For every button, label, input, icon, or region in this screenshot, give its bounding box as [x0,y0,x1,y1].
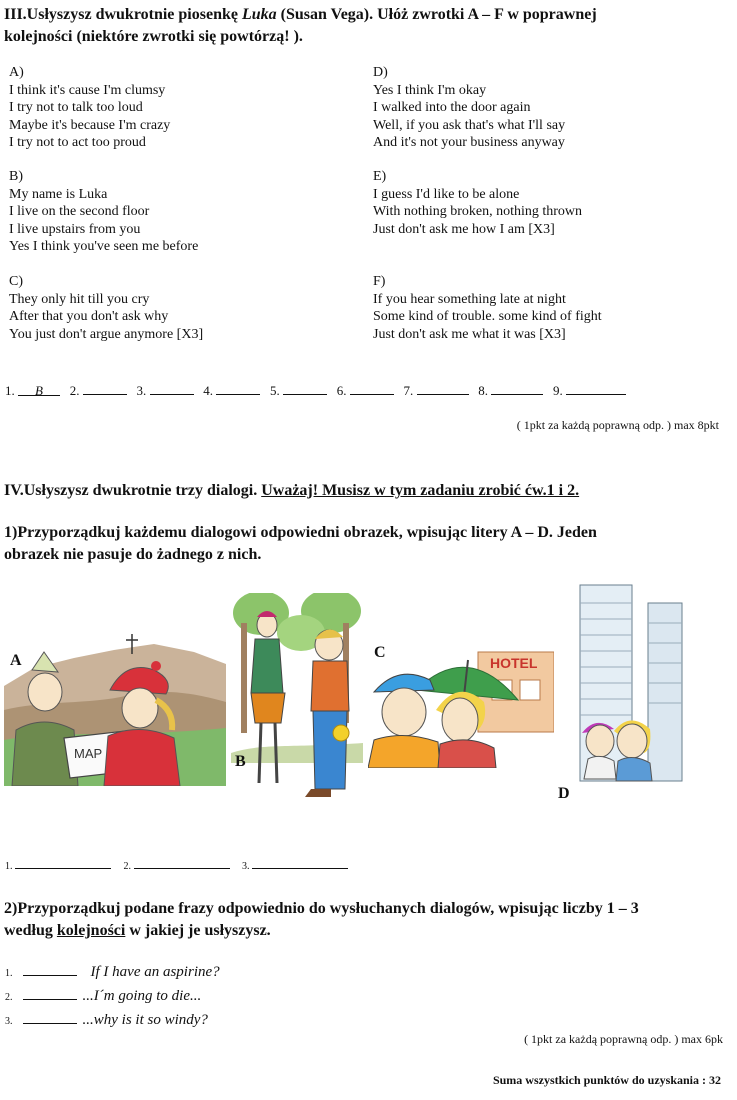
stanza-line: I live upstairs from you [9,221,141,237]
stanza-line: My name is Luka [9,186,108,202]
answer-blank[interactable] [350,382,394,395]
answer-number: 7. [403,383,414,398]
section3-heading [4,4,734,48]
stanza-d [373,64,565,152]
stanza-label: D) [373,65,388,80]
answer-number: 1. [5,861,13,872]
heading-text: (Susan Vega). Ułóż zwrotki A – F w poprawnej [276,6,597,23]
phrase-item [5,987,220,1011]
picture-letter-d: D [558,785,570,802]
points-note: ( 1pkt za każdą poprawną odp. ) max 6pk [524,1032,723,1046]
city-scene-illustration [556,583,686,805]
park-scene-illustration [231,593,363,803]
task1-instruction [4,522,734,566]
picture-b [231,593,363,803]
answer-number: 3. [242,861,250,872]
hotel-scene-illustration [368,640,554,768]
phrase-item [5,963,220,987]
picture-d [556,583,686,805]
stanza-line: I try not to talk too loud [9,100,143,115]
answer-blank[interactable] [18,383,60,396]
stanza-line: I guess I'd like to be alone [373,186,520,202]
stanza-b [9,168,198,256]
answer-number: 3. [136,383,147,398]
answer-blank[interactable] [83,382,127,395]
answer-number: 8. [478,383,488,398]
heading-text: kolejności (niektóre zwrotki się powtórzą! ). [4,28,303,45]
stanza-line: After that you don't ask why [9,309,169,324]
stanza-line: Just don't ask me what it was [X3] [373,326,566,342]
stanza-line: I walked into the door again [373,100,531,115]
stanza-line: They only hit till you cry [9,291,150,307]
mountain-scene-illustration [4,630,226,786]
answer-number: 5. [270,383,280,398]
answer-number: 6. [336,383,347,398]
answer-blank[interactable] [283,382,327,395]
answer-blank[interactable] [252,860,348,869]
answer-blank[interactable] [23,967,77,976]
instruction-text: w jakiej je usłyszysz. [125,922,271,939]
stanza-line: I try not to act too proud [9,135,146,150]
answer-blank[interactable] [417,382,469,395]
answer-blank[interactable] [491,382,543,395]
answer-number: 9. [553,383,563,398]
instruction-underlined: kolejności [56,922,126,939]
answer-number: 2. [69,383,80,398]
answer-blank[interactable] [23,991,77,1000]
instruction-text: według [4,922,57,939]
phrase-item [5,1011,220,1035]
total-points: Suma wszystkich punktów do uzyskania : 32 [492,1073,721,1087]
stanza-line: I live on the second floor [9,204,150,219]
stanza-line: Yes I think I'm okay [373,82,487,98]
stanza-line: I think it's cause I'm clumsy [9,82,166,98]
answer-blank[interactable] [566,382,626,395]
answer-value: B [35,383,43,398]
task1-answer-row [5,860,348,872]
phrase-number: 3. [5,1016,13,1027]
picture-letter-a: A [10,652,22,669]
picture-letter-b: B [235,753,246,770]
section4-heading [4,480,579,502]
picture-c [368,640,554,768]
stanza-line: Yes I think you've seen me before [9,239,199,254]
instruction-text: obrazek nie pasuje do żadnego z nich. [4,546,262,563]
stanza-label: E) [373,169,387,184]
stanza-line: With nothing broken, nothing thrown [373,204,583,219]
answer-blank[interactable] [150,382,194,395]
answer-blank[interactable] [216,382,260,395]
answer-row [5,382,626,399]
heading-text: IV.Usłyszysz dwukrotnie trzy dialogi. [4,482,262,499]
task2-instruction [4,898,734,942]
phrase-list [5,963,220,1035]
stanza-e [373,168,582,238]
answer-number: 1. [5,383,15,398]
phrase-number: 1. [5,968,13,979]
phrase-text: ...why is it so windy? [82,1012,208,1028]
stanza-a [9,64,170,152]
instruction-text: 1)Przyporządkuj każdemu dialogowi odpowiedni obrazek, wpisując litery A – D. Jeden [4,524,597,541]
heading-warning: Uważaj! Musisz w tym zadaniu zrobić ćw.1 i 2. [261,482,580,499]
stanza-line: Maybe it's because I'm crazy [9,117,171,133]
instruction-text: 2)Przyporządkuj podane frazy odpowiednio do wysłuchanych dialogów, wpisując liczby 1 – 3 [4,900,639,917]
heading-text: III.Usłyszysz dwukrotnie piosenkę [4,6,242,23]
stanza-label: B) [9,169,23,184]
stanza-label: F) [373,274,386,289]
stanza-line: Well, if you ask that's what I'll say [373,117,566,133]
answer-number: 4. [203,383,213,398]
stanza-line: And it's not your business anyway [373,135,565,150]
hotel-sign: HOTEL [490,655,538,671]
stanza-f [373,273,602,343]
answer-blank[interactable] [134,860,230,869]
points-note: ( 1pkt za każdą poprawną odp. ) max 8pkt [516,418,719,432]
phrase-text: ...I´m going to die... [82,988,202,1004]
stanza-line: Just don't ask me how I am [X3] [373,221,555,237]
map-label: MAP [74,746,103,761]
answer-number: 2. [123,861,131,872]
stanza-line: Some kind of trouble. some kind of fight [373,309,602,324]
picture-letter-c: C [374,644,386,661]
picture-a [4,630,226,786]
stanza-label: A) [9,65,24,80]
stanza-c [9,273,203,343]
phrase-text: If I have an aspirine? [90,964,220,980]
phrase-number: 2. [5,992,13,1003]
stanza-line: You just don't argue anymore [X3] [9,326,204,342]
answer-blank[interactable] [15,860,111,869]
stanza-label: C) [9,274,23,289]
stanza-line: If you hear something late at night [373,291,566,307]
answer-blank[interactable] [23,1015,77,1024]
song-title: Luka [241,6,277,23]
